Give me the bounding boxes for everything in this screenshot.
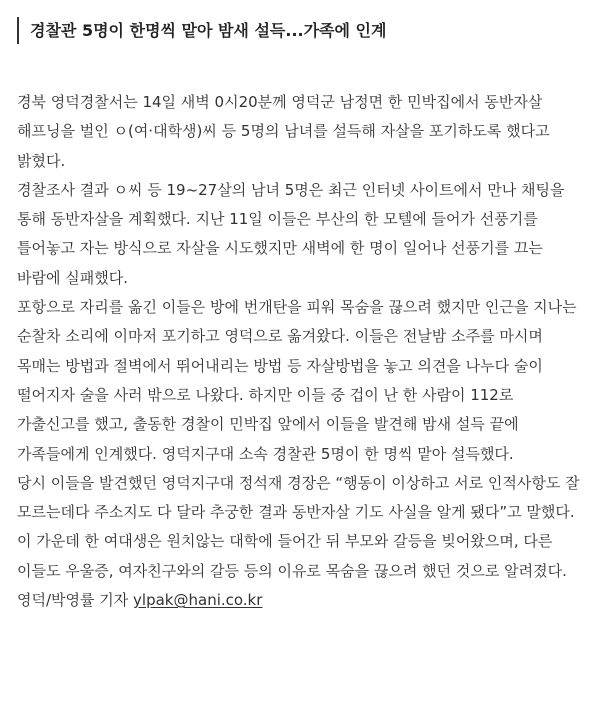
byline-email[interactable]: ylpak@hani.co.kr bbox=[133, 591, 263, 610]
paragraph-3: 포항으로 자리를 옮긴 이들은 방에 번개탄을 피워 목숨을 끊으려 했지만 인근을 지나는 순찰차 소리에 이마저 포기하고 영덕으로 옮겨왔다. 이들은 전날밤 소주를 마시며 목매는 방법과 절벽에서 뛰어내리는 방법 등 자살방법을 놓고 의견을 나누다 술이 떨어지자 술을 사러 밖으로 나왔다. 하지만 이들 중 겁이 난 한 사람이 112로 가출신고를 했고, 출동한 경찰이 민박집 앞에서 이들을 발견해 밤새 설득 끝에 가족들에게 인계했다. 영덕지구대 소속 경찰관 5명이 한 명씩 맡아 설득했다. bbox=[17, 298, 577, 463]
headline-accent-bar bbox=[17, 17, 19, 44]
paragraph-4: 당시 이들을 발견했던 영덕지구대 정석재 경장은 “행동이 이상하고 서로 인적사항도 잘 모르는데다 주소지도 다 달라 추궁한 결과 동반자살 기도 사실을 알게 됐다”고 말했다. 이 가운데 한 여대생은 원치않는 대학에 들어간 뒤 부모와 갈등을 빚어왔으며, 다른 이들도 우울증, 여자친구와의 갈등 등의 이유로 목숨을 끊으려 했던 것으로 알려졌다. bbox=[17, 473, 580, 580]
paragraph-2: 경찰조사 결과 ㅇ씨 등 19~27살의 남녀 5명은 최근 인터넷 사이트에서 만나 채팅을 통해 동반자살을 계획했다. 지난 11일 이들은 부산의 한 모텔에 들어가 선풍기를 틀어놓고 자는 방식으로 자살을 시도했지만 새벽에 한 명이 일어나 선풍기를 끄는 바람에 실패했다. bbox=[17, 180, 565, 287]
byline-author: 영덕/박영률 기자 bbox=[17, 591, 129, 610]
paragraph-1: 경북 영덕경찰서는 14일 새벽 0시20분께 영덕군 남정면 한 민박집에서 동반자살 해프닝을 벌인 ㅇ(여·대학생)씨 등 5명의 남녀를 설득해 자살을 포기하도록 했다고 밝혔다. bbox=[17, 93, 550, 170]
article-body bbox=[17, 88, 589, 615]
headline: 경찰관 5명이 한명씩 맡아 밤새 설득...가족에 인계 bbox=[30, 21, 387, 40]
byline bbox=[17, 586, 589, 615]
